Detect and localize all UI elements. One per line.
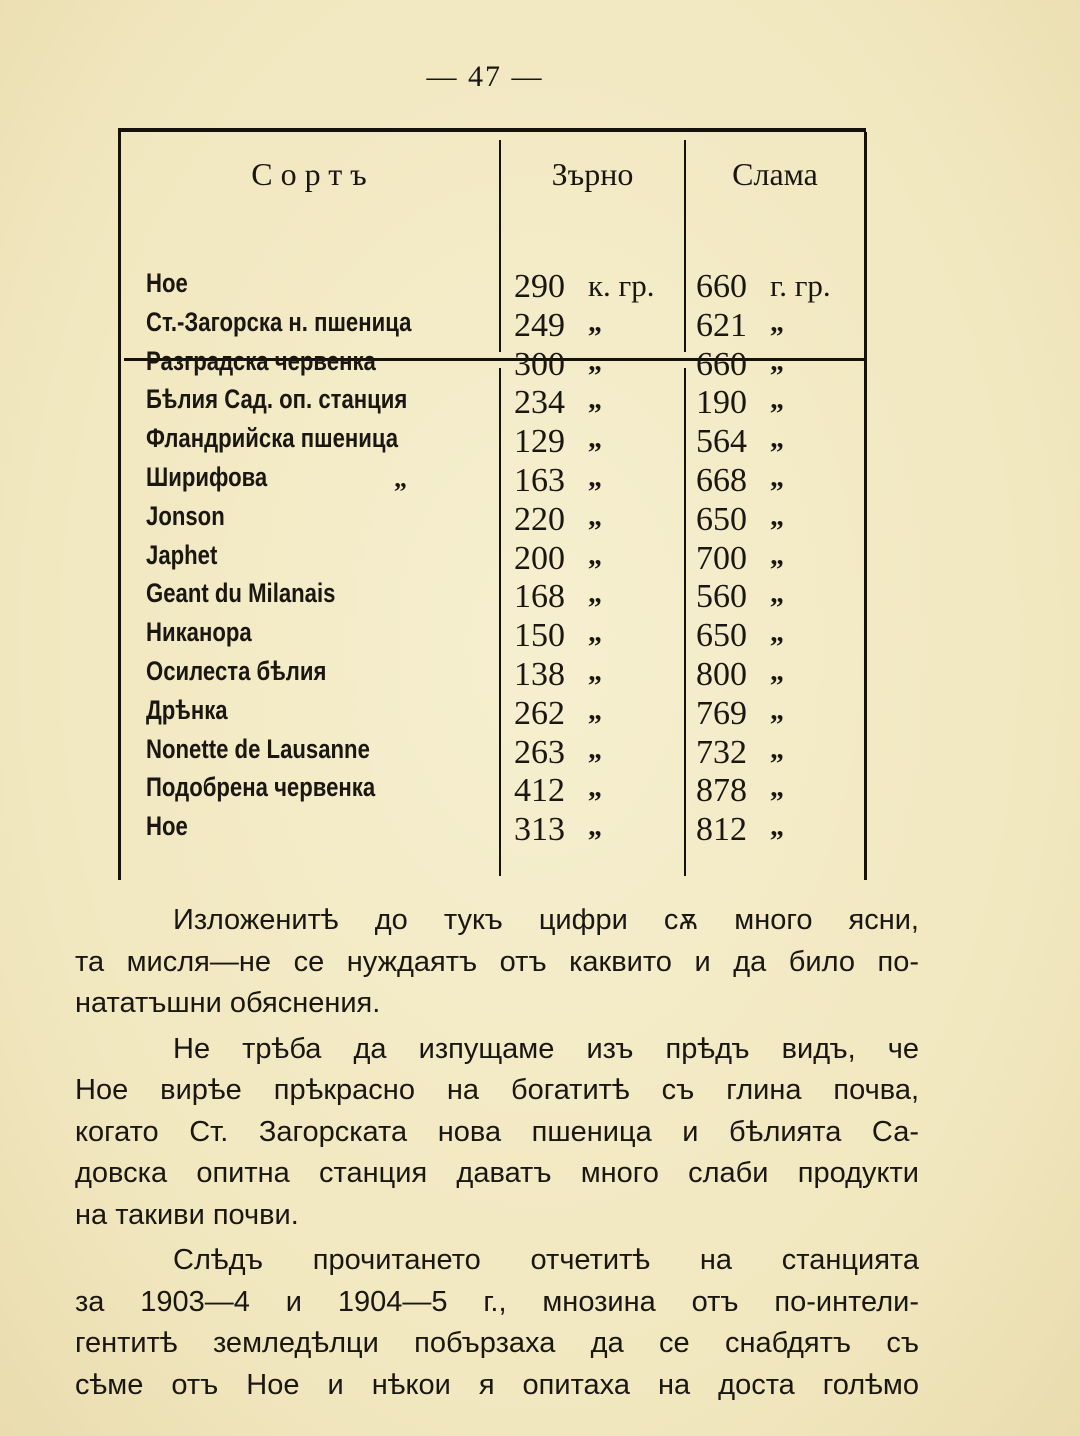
variety-name: Ное — [146, 811, 188, 842]
straw-value: 190 — [696, 384, 747, 422]
paragraph — [75, 1240, 919, 1406]
grain-value: 290 — [514, 268, 565, 305]
grain-value: 263 — [514, 733, 565, 771]
grain-value: 234 — [514, 384, 565, 422]
text-line: за 1903—4 и 1904—5 г., мнозина отъ по-интели- — [75, 1285, 919, 1318]
table-row — [118, 695, 866, 734]
variety-ditto-mark: „ — [394, 463, 407, 493]
grain-unit: „ — [588, 694, 602, 726]
variety-name: Дрѣнка — [146, 694, 228, 725]
grain-value: 168 — [514, 578, 565, 616]
straw-value: 878 — [696, 772, 747, 810]
grain-unit: „ — [588, 306, 602, 338]
grain-value: 262 — [514, 694, 565, 732]
straw-unit: „ — [770, 811, 784, 843]
variety-name: Ст.-Загорска н. пшеница — [146, 306, 412, 337]
paragraph — [75, 900, 919, 1025]
page-number: — 47 — — [426, 60, 544, 93]
table-row — [118, 268, 866, 307]
body-text — [75, 900, 919, 1410]
straw-unit: „ — [770, 539, 784, 571]
table-row — [118, 540, 866, 579]
paragraph — [75, 1029, 919, 1237]
straw-value: 564 — [696, 423, 747, 461]
straw-unit: „ — [770, 306, 784, 338]
table-row — [118, 617, 866, 656]
table-top-rule — [118, 128, 866, 132]
variety-name: Geant du Milanais — [146, 578, 336, 609]
table-row — [118, 656, 866, 695]
straw-value: 732 — [696, 733, 747, 771]
grain-unit: „ — [588, 345, 602, 377]
grain-value: 129 — [514, 423, 565, 461]
straw-unit: „ — [770, 345, 784, 377]
grain-unit: „ — [588, 811, 602, 843]
straw-value: 621 — [696, 306, 747, 344]
straw-value: 668 — [696, 461, 747, 499]
header-variety: Сортъ — [251, 156, 375, 192]
straw-value: 800 — [696, 655, 747, 693]
grain-value: 220 — [514, 500, 565, 538]
straw-unit: „ — [770, 461, 784, 493]
text-line: Не трѣба да изпущаме изъ прѣдъ видъ, че — [173, 1032, 919, 1065]
text-line: Изложенитѣ до тукъ цифри сѫ много ясни, — [173, 904, 919, 936]
variety-name: Ное — [146, 268, 188, 298]
variety-name: Jonson — [146, 500, 225, 531]
header-straw: Слама — [732, 156, 818, 192]
table-row — [118, 734, 866, 773]
table-body — [118, 268, 866, 850]
straw-value: 660 — [696, 268, 747, 305]
grain-value: 300 — [514, 345, 565, 383]
straw-unit: „ — [770, 655, 784, 687]
variety-name: Nonette de Lausanne — [146, 733, 370, 764]
grain-unit: „ — [588, 539, 602, 571]
straw-unit: „ — [770, 423, 784, 455]
grain-value: 412 — [514, 772, 565, 810]
table-row — [118, 501, 866, 540]
variety-name: Разградска червенка — [146, 345, 376, 376]
text-line: гентитѣ земледѣлци побързаха да се снабдятъ съ — [75, 1327, 919, 1359]
straw-value: 650 — [696, 500, 747, 538]
grain-unit: „ — [588, 578, 602, 610]
straw-value: 560 — [696, 578, 747, 616]
grain-value: 138 — [514, 655, 565, 693]
text-line: довска опитна станция даватъ много слаби продукти — [75, 1157, 919, 1189]
grain-unit: „ — [588, 772, 602, 804]
variety-name: Никанора — [146, 617, 252, 648]
text-line: сѣме отъ Ное и нѣкои я опитаха на доста голѣмо — [75, 1368, 919, 1401]
table-row — [118, 384, 866, 423]
straw-unit: „ — [770, 578, 784, 610]
variety-name: Осилеста бѣлия — [146, 655, 327, 686]
straw-unit: „ — [770, 694, 784, 726]
grain-value: 200 — [514, 539, 565, 577]
text-line: на такиви почви. — [75, 1198, 299, 1231]
grain-value: 249 — [514, 306, 565, 344]
grain-value: 163 — [514, 461, 565, 499]
grain-unit: „ — [588, 384, 602, 416]
text-line: Слѣдъ прочитането отчетитѣ на станцията — [173, 1244, 919, 1276]
header-grain: Зърно — [551, 156, 634, 192]
variety-name: Фландрийска пшеница — [146, 423, 399, 454]
straw-value: 769 — [696, 694, 747, 732]
straw-value: 650 — [696, 617, 747, 655]
straw-unit: „ — [770, 500, 784, 532]
variety-name: Бѣлия Сад. оп. станция — [146, 384, 408, 415]
straw-unit: г. гр. — [770, 268, 831, 303]
table-row — [118, 307, 866, 346]
yield-table — [118, 128, 866, 880]
grain-unit: „ — [588, 733, 602, 765]
grain-unit: к. гр. — [588, 268, 655, 303]
text-line: Ное вирѣе прѣкрасно на богатитѣ съ глина почва, — [75, 1074, 919, 1106]
straw-value: 660 — [696, 345, 747, 383]
table-row — [118, 462, 866, 501]
straw-unit: „ — [770, 384, 784, 416]
grain-value: 313 — [514, 811, 565, 849]
text-line: нататъшни обяснения. — [75, 987, 381, 1019]
straw-value: 700 — [696, 539, 747, 577]
grain-unit: „ — [588, 500, 602, 532]
straw-unit: „ — [770, 733, 784, 765]
grain-unit: „ — [588, 655, 602, 687]
text-line: та мисля—не се нуждаятъ отъ каквито и да било по- — [75, 945, 919, 978]
grain-value: 150 — [514, 617, 565, 655]
variety-name: Japhet — [146, 539, 218, 570]
straw-unit: „ — [770, 772, 784, 804]
straw-value: 812 — [696, 811, 747, 849]
text-line: когато Ст. Загорската нова пшеница и бѣлията Са- — [75, 1115, 919, 1148]
table-row — [118, 772, 866, 811]
variety-name: Подобрена червенка — [146, 772, 376, 803]
table-row — [118, 811, 866, 850]
grain-unit: „ — [588, 617, 602, 649]
table-row — [118, 423, 866, 462]
grain-unit: „ — [588, 461, 602, 493]
variety-name: Ширифова — [146, 461, 268, 492]
straw-unit: „ — [770, 617, 784, 649]
grain-unit: „ — [588, 423, 602, 455]
table-row — [118, 346, 866, 385]
table-row — [118, 578, 866, 617]
